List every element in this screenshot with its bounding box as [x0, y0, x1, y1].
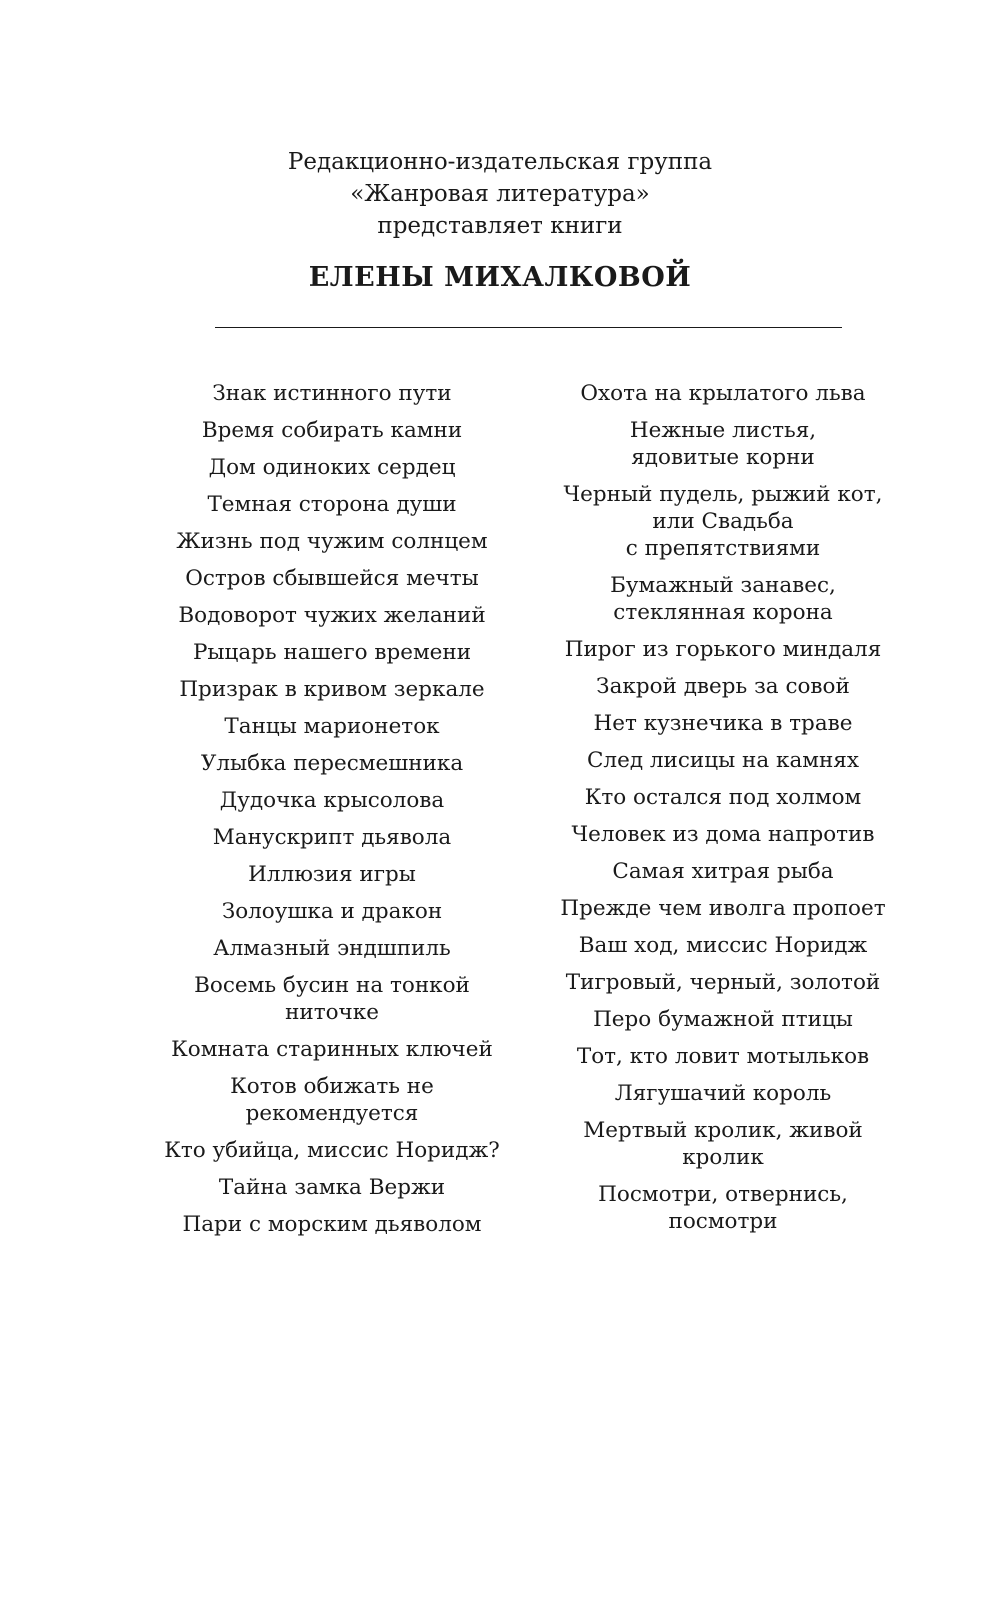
book-title: Манускрипт дьявола: [212, 825, 452, 850]
book-title: Пари с морским дьяволом: [182, 1212, 482, 1237]
book-title: Призрак в кривом зеркале: [179, 677, 485, 702]
book-title: Самая хитрая рыба: [612, 859, 834, 884]
book-title: Улыбка пересмешника: [200, 751, 464, 776]
book-title: Перо бумажной птицы: [593, 1007, 853, 1032]
book-title: Человек из дома напротив: [571, 822, 875, 847]
book-title: Закрой дверь за совой: [596, 674, 850, 699]
book-title: Пирог из горького миндаля: [564, 637, 882, 662]
book-title: Черный пудель, рыжий кот, или Свадьба с препятствиями: [563, 482, 883, 561]
book-title: Тигровый, черный, золотой: [565, 970, 881, 995]
book-title: Рыцарь нашего времени: [192, 640, 472, 665]
book-title: Время собирать камни: [201, 418, 463, 443]
book-title: Алмазный эндшпиль: [213, 936, 451, 961]
book-title: Темная сторона души: [207, 492, 457, 517]
book-title: Прежде чем иволга пропоет: [560, 896, 886, 921]
book-title: Нежные листья, ядовитые корни: [629, 418, 817, 470]
book-title: Восемь бусин на тонкой ниточке: [194, 973, 470, 1025]
book-title: Водоворот чужих желаний: [178, 603, 486, 628]
book-title: Бумажный занавес, стеклянная корона: [610, 573, 836, 625]
book-title: Лягушачий король: [614, 1081, 832, 1106]
book-title: Танцы марионеток: [224, 714, 440, 739]
book-title: Комната старинных ключей: [171, 1037, 493, 1062]
book-title: Тайна замка Вержи: [218, 1175, 446, 1200]
horizontal-rule: [215, 327, 842, 328]
book-title: Остров сбывшейся мечты: [185, 566, 479, 591]
book-title: След лисицы на камнях: [586, 748, 859, 773]
imprint-line: «Жанровая литература»: [350, 181, 650, 207]
book-title: Дом одиноких сердец: [208, 455, 456, 480]
book-title: Нет кузнечика в траве: [593, 711, 853, 736]
book-title: Знак истинного пути: [212, 381, 452, 406]
book-title: Котов обижать не рекомендуется: [230, 1074, 434, 1126]
book-title: Мертвый кролик, живой кролик: [583, 1118, 863, 1170]
book-title: Охота на крылатого льва: [580, 381, 866, 406]
book-list-right: [548, 380, 898, 1245]
page-header: [0, 146, 1000, 296]
book-title: Тот, кто ловит мотыльков: [576, 1044, 870, 1069]
author-name: ЕЛЕНЫ МИХАЛКОВОЙ: [308, 262, 692, 293]
book-title: Иллюзия игры: [248, 862, 416, 887]
book-list-left: [160, 380, 504, 1248]
book-title: Кто убийца, миссис Норидж?: [164, 1138, 500, 1163]
book-title: Посмотри, отвернись, посмотри: [598, 1182, 848, 1234]
publisher-line: Редакционно-издательская группа: [287, 149, 713, 175]
book-title: Золоушка и дракон: [221, 899, 443, 924]
book-title: Жизнь под чужим солнцем: [176, 529, 488, 554]
book-title: Дудочка крысолова: [219, 788, 445, 813]
book-title: Ваш ход, миссис Норидж: [578, 933, 868, 958]
presents-line: представляет книги: [377, 213, 623, 239]
book-title: Кто остался под холмом: [584, 785, 862, 810]
